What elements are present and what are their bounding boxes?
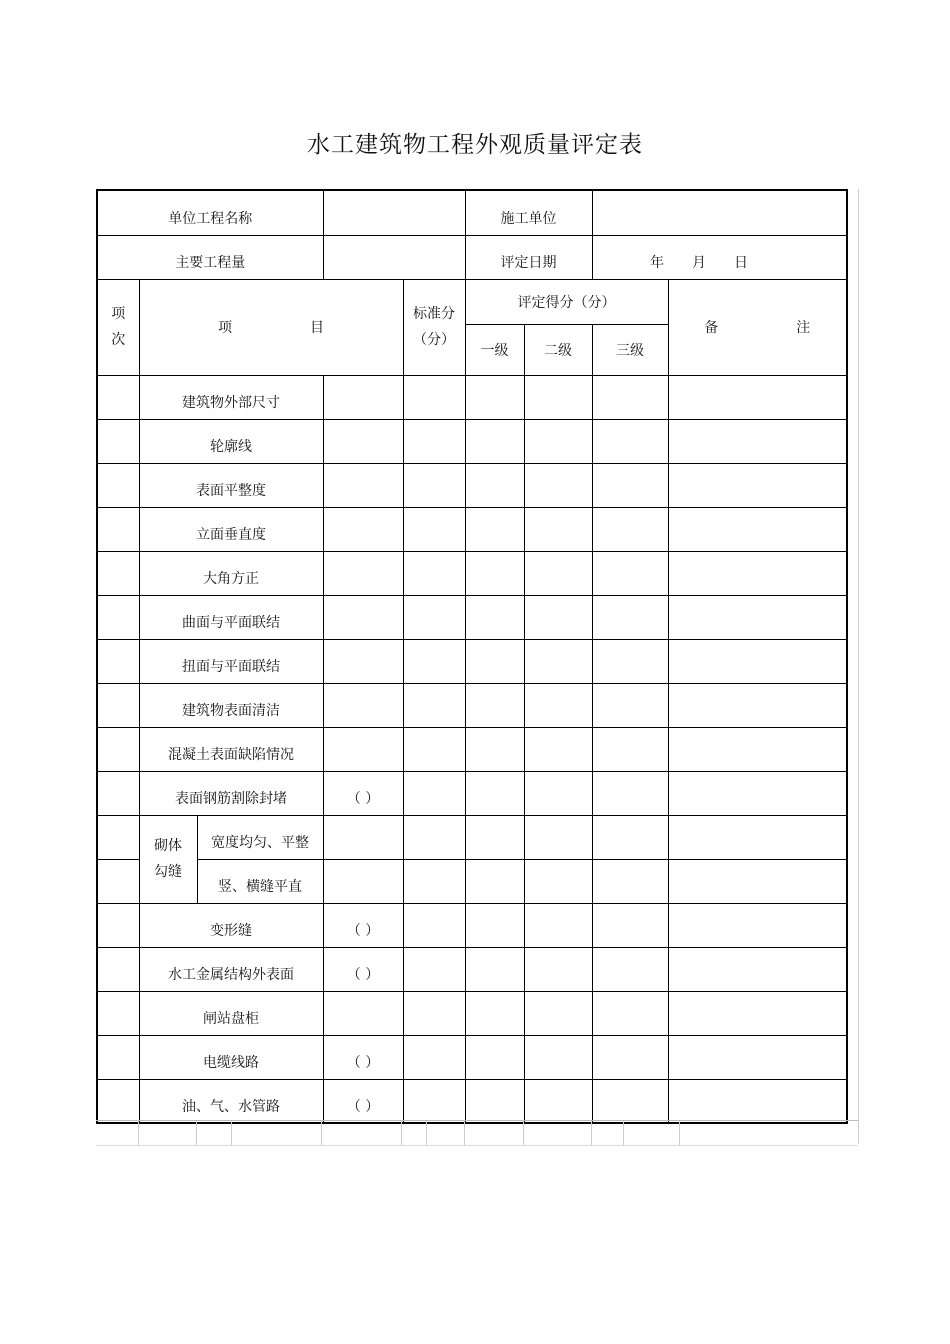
column-header-row	[97, 279, 847, 324]
grade1-cell[interactable]	[403, 1035, 465, 1079]
item-cell: 闸站盘柜	[139, 991, 323, 1035]
grade3-cell[interactable]	[524, 375, 592, 419]
grade1-cell[interactable]	[403, 683, 465, 727]
col-item-no	[97, 279, 139, 375]
remark-cell[interactable]	[668, 771, 847, 815]
item-cell: 水工金属结构外表面	[139, 947, 323, 991]
remark-cell[interactable]	[668, 463, 847, 507]
item-cell: 变形缝	[139, 903, 323, 947]
row-no-cell[interactable]	[97, 859, 139, 903]
table-row	[97, 947, 847, 991]
col-remark-1: 备	[704, 320, 719, 336]
row-no-cell[interactable]	[97, 727, 139, 771]
grade2-cell[interactable]	[465, 947, 524, 991]
grade2-cell[interactable]	[465, 771, 524, 815]
grade1-cell[interactable]	[403, 815, 465, 859]
standard-cell[interactable]	[323, 419, 403, 463]
grade1-cell[interactable]	[403, 1079, 465, 1123]
row-no-cell[interactable]	[97, 1035, 139, 1079]
construction-unit-label: 施工单位	[465, 190, 592, 235]
table-row	[97, 903, 847, 947]
standard-cell[interactable]	[323, 375, 403, 419]
row-no-cell[interactable]	[97, 375, 139, 419]
table-row	[97, 419, 847, 463]
standard-cell[interactable]: （ ）	[323, 1079, 403, 1123]
grade2-cell[interactable]	[465, 375, 524, 419]
row-no-cell[interactable]	[97, 507, 139, 551]
standard-cell[interactable]	[323, 683, 403, 727]
grade3-cell[interactable]	[524, 595, 592, 639]
grade2-cell[interactable]	[465, 727, 524, 771]
grade3-cell[interactable]	[524, 551, 592, 595]
standard-cell[interactable]	[323, 551, 403, 595]
grade3-cell[interactable]	[524, 727, 592, 771]
item-cell: 表面钢筋割除封堵	[139, 771, 323, 815]
grade4-cell[interactable]	[592, 419, 668, 463]
masonry-group-2: 勾缝	[154, 864, 182, 880]
col-grade2: 二级	[524, 324, 592, 375]
table-row	[97, 815, 847, 859]
grade4-cell[interactable]	[592, 375, 668, 419]
remark-cell[interactable]	[668, 419, 847, 463]
grade3-cell[interactable]	[524, 1079, 592, 1123]
item-cell: 大角方正	[139, 551, 323, 595]
table-row	[97, 507, 847, 551]
table-row	[97, 991, 847, 1035]
col-score-group: 评定得分（分）	[465, 279, 668, 324]
grade1-cell[interactable]	[403, 947, 465, 991]
table-row	[97, 639, 847, 683]
grade1-cell[interactable]	[403, 507, 465, 551]
grade2-cell[interactable]	[465, 859, 524, 903]
remark-cell[interactable]	[668, 1079, 847, 1123]
grade4-cell[interactable]	[592, 639, 668, 683]
row-no-cell[interactable]	[97, 639, 139, 683]
main-quantity-field[interactable]	[323, 235, 465, 279]
evaluation-table	[96, 189, 848, 1124]
standard-cell[interactable]	[323, 815, 403, 859]
table-row	[97, 1035, 847, 1079]
construction-unit-field[interactable]	[592, 190, 847, 235]
grade1-cell[interactable]	[403, 463, 465, 507]
standard-cell[interactable]	[323, 595, 403, 639]
table-body-b	[97, 903, 847, 1123]
grade2-cell[interactable]	[465, 683, 524, 727]
col-remark	[668, 279, 847, 375]
grade3-cell[interactable]	[524, 815, 592, 859]
remark-cell[interactable]	[668, 375, 847, 419]
standard-cell[interactable]: （ ）	[323, 1035, 403, 1079]
row-no-cell[interactable]	[97, 771, 139, 815]
header-row-unit	[97, 190, 847, 235]
row-no-cell[interactable]	[97, 463, 139, 507]
grade1-cell[interactable]	[403, 375, 465, 419]
col-grade1: 一级	[465, 324, 524, 375]
grade1-cell[interactable]	[403, 859, 465, 903]
masonry-sub2: 竖、横缝平直	[197, 859, 323, 903]
item-cell: 建筑物表面清洁	[139, 683, 323, 727]
masonry-group	[139, 815, 197, 903]
grade3-cell[interactable]	[524, 859, 592, 903]
grade2-cell[interactable]	[465, 1035, 524, 1079]
grade2-cell[interactable]	[465, 1079, 524, 1123]
table-edge-line	[858, 189, 859, 1144]
remark-cell[interactable]	[668, 507, 847, 551]
remark-cell[interactable]	[668, 1035, 847, 1079]
grade2-cell[interactable]	[465, 463, 524, 507]
col-remark-2: 注	[796, 320, 811, 336]
col-item-2: 目	[310, 320, 324, 336]
masonry-group-1: 砌体	[154, 838, 182, 854]
table-row	[97, 463, 847, 507]
grade4-cell[interactable]	[592, 771, 668, 815]
standard-cell[interactable]: （ ）	[323, 947, 403, 991]
col-grade3: 三级	[592, 324, 668, 375]
grade4-cell[interactable]	[592, 815, 668, 859]
grade3-cell[interactable]	[524, 463, 592, 507]
standard-cell[interactable]	[323, 859, 403, 903]
col-standard-1: 标准分	[413, 306, 455, 322]
table-row	[97, 859, 847, 903]
grade4-cell[interactable]	[592, 1035, 668, 1079]
col-item	[139, 279, 403, 375]
item-cell: 建筑物外部尺寸	[139, 375, 323, 419]
grade1-cell[interactable]	[403, 991, 465, 1035]
grade2-cell[interactable]	[465, 419, 524, 463]
standard-cell[interactable]	[323, 507, 403, 551]
grade4-cell[interactable]	[592, 903, 668, 947]
page-title: 水工建筑物工程外观质量评定表	[307, 132, 643, 158]
grade2-cell[interactable]	[465, 903, 524, 947]
grade4-cell[interactable]	[592, 551, 668, 595]
grade4-cell[interactable]	[592, 595, 668, 639]
grade3-cell[interactable]	[524, 639, 592, 683]
grade1-cell[interactable]	[403, 419, 465, 463]
remark-cell[interactable]	[668, 683, 847, 727]
grade2-cell[interactable]	[465, 507, 524, 551]
grade4-cell[interactable]	[592, 727, 668, 771]
grade4-cell[interactable]	[592, 1079, 668, 1123]
col-standard-2: （分）	[413, 332, 455, 348]
grade3-cell[interactable]	[524, 903, 592, 947]
grade2-cell[interactable]	[465, 639, 524, 683]
row-no-cell[interactable]	[97, 947, 139, 991]
row-no-cell[interactable]	[97, 1079, 139, 1123]
item-cell: 电缆线路	[139, 1035, 323, 1079]
grade3-cell[interactable]	[524, 991, 592, 1035]
date-year: 年	[650, 255, 664, 271]
grade2-cell[interactable]	[465, 815, 524, 859]
col-item-no-2: 次	[111, 332, 126, 348]
grade1-cell[interactable]	[403, 903, 465, 947]
grade3-cell[interactable]	[524, 1035, 592, 1079]
grade3-cell[interactable]	[524, 683, 592, 727]
grade4-cell[interactable]	[592, 991, 668, 1035]
main-quantity-label: 主要工程量	[97, 235, 323, 279]
table-row	[97, 375, 847, 419]
standard-cell[interactable]	[323, 463, 403, 507]
eval-date-field[interactable]	[592, 235, 847, 279]
grade1-cell[interactable]	[403, 551, 465, 595]
item-cell: 轮廓线	[139, 419, 323, 463]
remark-cell[interactable]	[668, 727, 847, 771]
item-cell: 立面垂直度	[139, 507, 323, 551]
grade2-cell[interactable]	[465, 551, 524, 595]
grade2-cell[interactable]	[465, 595, 524, 639]
grade4-cell[interactable]	[592, 859, 668, 903]
item-cell: 表面平整度	[139, 463, 323, 507]
table-row	[97, 771, 847, 815]
col-item-no-1: 项	[111, 306, 126, 322]
col-item-1: 项	[218, 320, 232, 336]
table-body-a	[97, 375, 847, 815]
grade3-cell[interactable]	[524, 771, 592, 815]
item-cell: 油、气、水管路	[139, 1079, 323, 1123]
grade4-cell[interactable]	[592, 947, 668, 991]
table-row	[97, 727, 847, 771]
date-month: 月	[692, 255, 706, 271]
grade4-cell[interactable]	[592, 683, 668, 727]
row-no-cell[interactable]	[97, 595, 139, 639]
grade1-cell[interactable]	[403, 727, 465, 771]
masonry-sub1: 宽度均匀、平整	[197, 815, 323, 859]
standard-cell[interactable]	[323, 991, 403, 1035]
item-cell: 曲面与平面联结	[139, 595, 323, 639]
unit-project-field[interactable]	[323, 190, 465, 235]
date-day: 日	[734, 255, 748, 271]
standard-cell[interactable]	[323, 639, 403, 683]
row-no-cell[interactable]	[97, 991, 139, 1035]
col-standard	[403, 279, 465, 375]
grade4-cell[interactable]	[592, 463, 668, 507]
table-row	[97, 683, 847, 727]
item-cell: 混凝土表面缺陷情况	[139, 727, 323, 771]
standard-cell[interactable]	[323, 727, 403, 771]
grade4-cell[interactable]	[592, 507, 668, 551]
unit-project-label: 单位工程名称	[97, 190, 323, 235]
table-row	[97, 1079, 847, 1123]
standard-cell[interactable]: （ ）	[323, 771, 403, 815]
remark-cell[interactable]	[668, 947, 847, 991]
grade1-cell[interactable]	[403, 595, 465, 639]
table-row	[97, 551, 847, 595]
row-no-cell[interactable]	[97, 419, 139, 463]
remark-cell[interactable]	[668, 595, 847, 639]
grade1-cell[interactable]	[403, 639, 465, 683]
table-row	[97, 595, 847, 639]
remark-cell[interactable]	[668, 639, 847, 683]
remark-cell[interactable]	[668, 859, 847, 903]
grade3-cell[interactable]	[524, 419, 592, 463]
standard-cell[interactable]: （ ）	[323, 903, 403, 947]
header-row-quantity	[97, 235, 847, 279]
continuation-strip	[96, 1120, 858, 1146]
grade1-cell[interactable]	[403, 771, 465, 815]
grade3-cell[interactable]	[524, 947, 592, 991]
grade3-cell[interactable]	[524, 507, 592, 551]
row-no-cell[interactable]	[97, 683, 139, 727]
remark-cell[interactable]	[668, 991, 847, 1035]
remark-cell[interactable]	[668, 815, 847, 859]
item-cell: 扭面与平面联结	[139, 639, 323, 683]
eval-date-label: 评定日期	[465, 235, 592, 279]
remark-cell[interactable]	[668, 551, 847, 595]
row-no-cell[interactable]	[97, 815, 139, 859]
grade2-cell[interactable]	[465, 991, 524, 1035]
row-no-cell[interactable]	[97, 903, 139, 947]
row-no-cell[interactable]	[97, 551, 139, 595]
remark-cell[interactable]	[668, 903, 847, 947]
